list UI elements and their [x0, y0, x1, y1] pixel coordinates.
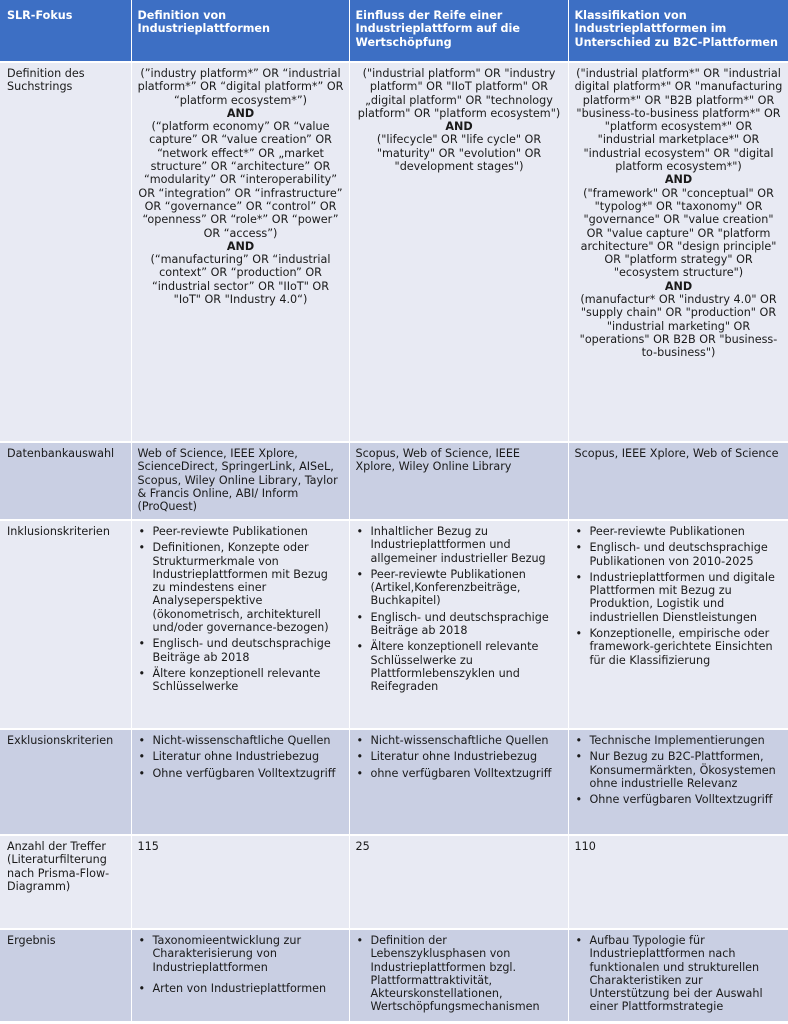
operator-and: AND [664, 279, 693, 293]
row-label: Datenbankauswahl [0, 442, 131, 520]
row-search-string [0, 62, 788, 442]
bullet-list [138, 734, 344, 780]
table-header [0, 0, 788, 62]
search-term-group: ("industrial platform" OR "industry platform" OR "IIoT platform" OR „digital platform" OR "technology platform" OR "platform ecosystem") [357, 67, 561, 120]
bullet-item: • Arten von Industrieplattformen [138, 982, 344, 995]
row-label: Inklusionskriterien [0, 520, 131, 729]
search-term-group: ("framework" OR "conceptual" OR "typolog*" OR "taxonomy" OR "governance" OR "value creation" OR "value capture" OR "platform architecture" OR "design principle" OR "platform strategy" OR "ecosystem structure") [580, 186, 777, 280]
header-classification: Klassifikation von Industrieplattformen im Unterschied zu B2C-Plattformen [568, 0, 788, 62]
search-string-cell [131, 62, 349, 442]
bullet-item: • Peer-reviewte Publikationen (Artikel,Konferenzbeiträge, Buchkapitel) [356, 568, 563, 608]
operator-and: AND [664, 173, 693, 187]
database-cell: Scopus, Web of Science, IEEE Xplore, Wiley Online Library [349, 442, 568, 520]
search-term-group: ("lifecycle" OR "life cycle" OR "maturity" OR "evolution" OR "development stages") [376, 133, 542, 174]
bullet-item: • Englisch- und deutschsprachige Beiträge ab 2018 [138, 637, 344, 664]
exclusion-cell [349, 729, 568, 835]
inclusion-cell [349, 520, 568, 729]
bullet-item: • Definitionen, Konzepte oder Strukturmerkmale von Industrieplattformen mit Bezug zu mindestens einer Analyseperspektive (ökonometrisch, architekturell und/oder governance-bezogen) [138, 541, 344, 634]
bullet-item: • Industrieplattformen und digitale Plattformen mit Bezug zu Produktion, Logistik und industriellen Dienstleistungen [575, 571, 783, 624]
bullet-item: • Ohne verfügbaren Volltextzugriff [138, 767, 344, 780]
operator-and: AND [445, 120, 473, 134]
exclusion-cell [568, 729, 788, 835]
row-label: Anzahl der Treffer (Literaturfilterung nach Prisma-Flow-Diagramm) [0, 835, 131, 929]
bullet-list [356, 525, 563, 694]
bullet-item: • Peer-reviewte Publikationen [138, 525, 344, 538]
bullet-list [138, 525, 344, 694]
row-label: Definition des Suchstrings [0, 62, 131, 442]
bullet-item: • ohne verfügbaren Volltextzugriff [356, 767, 563, 780]
header-definition: Definition von Industrieplattformen [131, 0, 349, 62]
bullet-item: • Nicht-wissenschaftliche Quellen [356, 734, 563, 747]
row-hits [0, 835, 788, 929]
bullet-item: • Inhaltlicher Bezug zu Industrieplattformen und allgemeiner industrieller Bezug [356, 525, 563, 565]
result-cell [349, 929, 568, 1021]
result-cell [568, 929, 788, 1021]
result-cell [131, 929, 349, 1021]
bullet-item: • Konzeptionelle, empirische oder framework-gerichtete Einsichten für die Klassifizierung [575, 627, 783, 667]
bullet-item: • Literatur ohne Industriebezug [356, 750, 563, 763]
operator-and: AND [226, 106, 255, 120]
search-string-cell [568, 62, 788, 442]
inclusion-cell [568, 520, 788, 729]
search-term-group: (“platform economy” OR “value capture” OR “value creation” OR “network effect*” OR „market structure” OR “architecture” OR “modularity” OR “interoperability” OR “integration” OR “infrastructure” OR “governance” OR “control” OR “openness” OR “role*” OR “power” OR “access”) [138, 120, 343, 240]
row-inclusion [0, 520, 788, 729]
bullet-item: • Peer-reviewte Publikationen [575, 525, 783, 538]
hits-cell: 110 [568, 835, 788, 929]
bullet-item: • Definition der Lebenszyklusphasen von Industrieplattformen bzgl. Plattformattraktivität, Akteurskonstellationen, Wertschöpfungsmechanismen [356, 934, 563, 1014]
bullet-list [575, 934, 783, 1014]
bullet-item: • Literatur ohne Industriebezug [138, 750, 344, 763]
search-term-group: ("industrial platform*" OR "industrial digital platform*" OR "manufacturing platform*" OR "B2B platform*" OR "business-to-business platform*" OR "platform ecosystem*" OR "industrial marketplace*" OR "industrial ecosystem" OR "digital platform ecosystem*") [574, 67, 783, 174]
bullet-item: • Nur Bezug zu B2C-Plattformen, Konsumermärkten, Ökosystemen ohne industrielle Relevanz [575, 750, 783, 790]
search-term-group: (manufactur* OR "industry 4.0" OR "supply chain" OR "production" OR "industrial marketing" OR "operations" OR B2B OR "business-to-business") [579, 293, 778, 360]
header-row [0, 0, 788, 62]
hits-cell: 115 [131, 835, 349, 929]
bullet-list [356, 934, 563, 1014]
search-string-cell [349, 62, 568, 442]
bullet-item: • Technische Implementierungen [575, 734, 783, 747]
hits-cell: 25 [349, 835, 568, 929]
bullet-list [138, 934, 344, 995]
bullet-list [575, 525, 783, 667]
database-cell: Scopus, IEEE Xplore, Web of Science [568, 442, 788, 520]
row-label: Ergebnis [0, 929, 131, 1021]
bullet-item: • Nicht-wissenschaftliche Quellen [138, 734, 344, 747]
bullet-item: • Ältere konzeptionell relevante Schlüsselwerke [138, 667, 344, 694]
bullet-item: • Englisch- und deutschsprachige Publikationen von 2010-2025 [575, 541, 783, 568]
search-term-group: (”industry platform*” OR “industrial platform*” OR “digital platform*” OR “platform ecosystem*”) [137, 67, 344, 107]
operator-and: AND [226, 239, 255, 253]
row-exclusion [0, 729, 788, 835]
bullet-item: • Aufbau Typologie für Industrieplattformen nach funktionalen und strukturellen Charakteristiken zur Unterstützung bei der Auswahl einer Plattformstrategie [575, 934, 783, 1014]
bullet-list [575, 734, 783, 806]
inclusion-cell [131, 520, 349, 729]
bullet-item: • Taxonomieentwicklung zur Charakterisierung von Industrieplattformen [138, 934, 344, 974]
row-result [0, 929, 788, 1021]
table-body [0, 62, 788, 1021]
row-label: Exklusionskriterien [0, 729, 131, 835]
bullet-item: • Englisch- und deutschsprachige Beiträge ab 2018 [356, 611, 563, 638]
header-maturity: Einfluss der Reife einer Industrieplattform auf die Wertschöpfung [349, 0, 568, 62]
search-term-group: (“manufacturing” OR “industrial context” OR “production” OR “industrial sector” OR "IIoT" OR "IoT" OR "Industry 4.0“) [150, 253, 331, 307]
bullet-list [356, 734, 563, 780]
bullet-item: • Ohne verfügbaren Volltextzugriff [575, 793, 783, 806]
bullet-item: • Ältere konzeptionell relevante Schlüsselwerke zu Plattformlebenszyklen und Reifegraden [356, 640, 563, 693]
database-cell: Web of Science, IEEE Xplore, ScienceDirect, SpringerLink, AISeL, Scopus, Wiley Online Library, Taylor & Francis Online, ABI/ Inform (ProQuest) [131, 442, 349, 520]
exclusion-cell [131, 729, 349, 835]
header-slr-focus: SLR-Fokus [0, 0, 131, 62]
row-databases [0, 442, 788, 520]
